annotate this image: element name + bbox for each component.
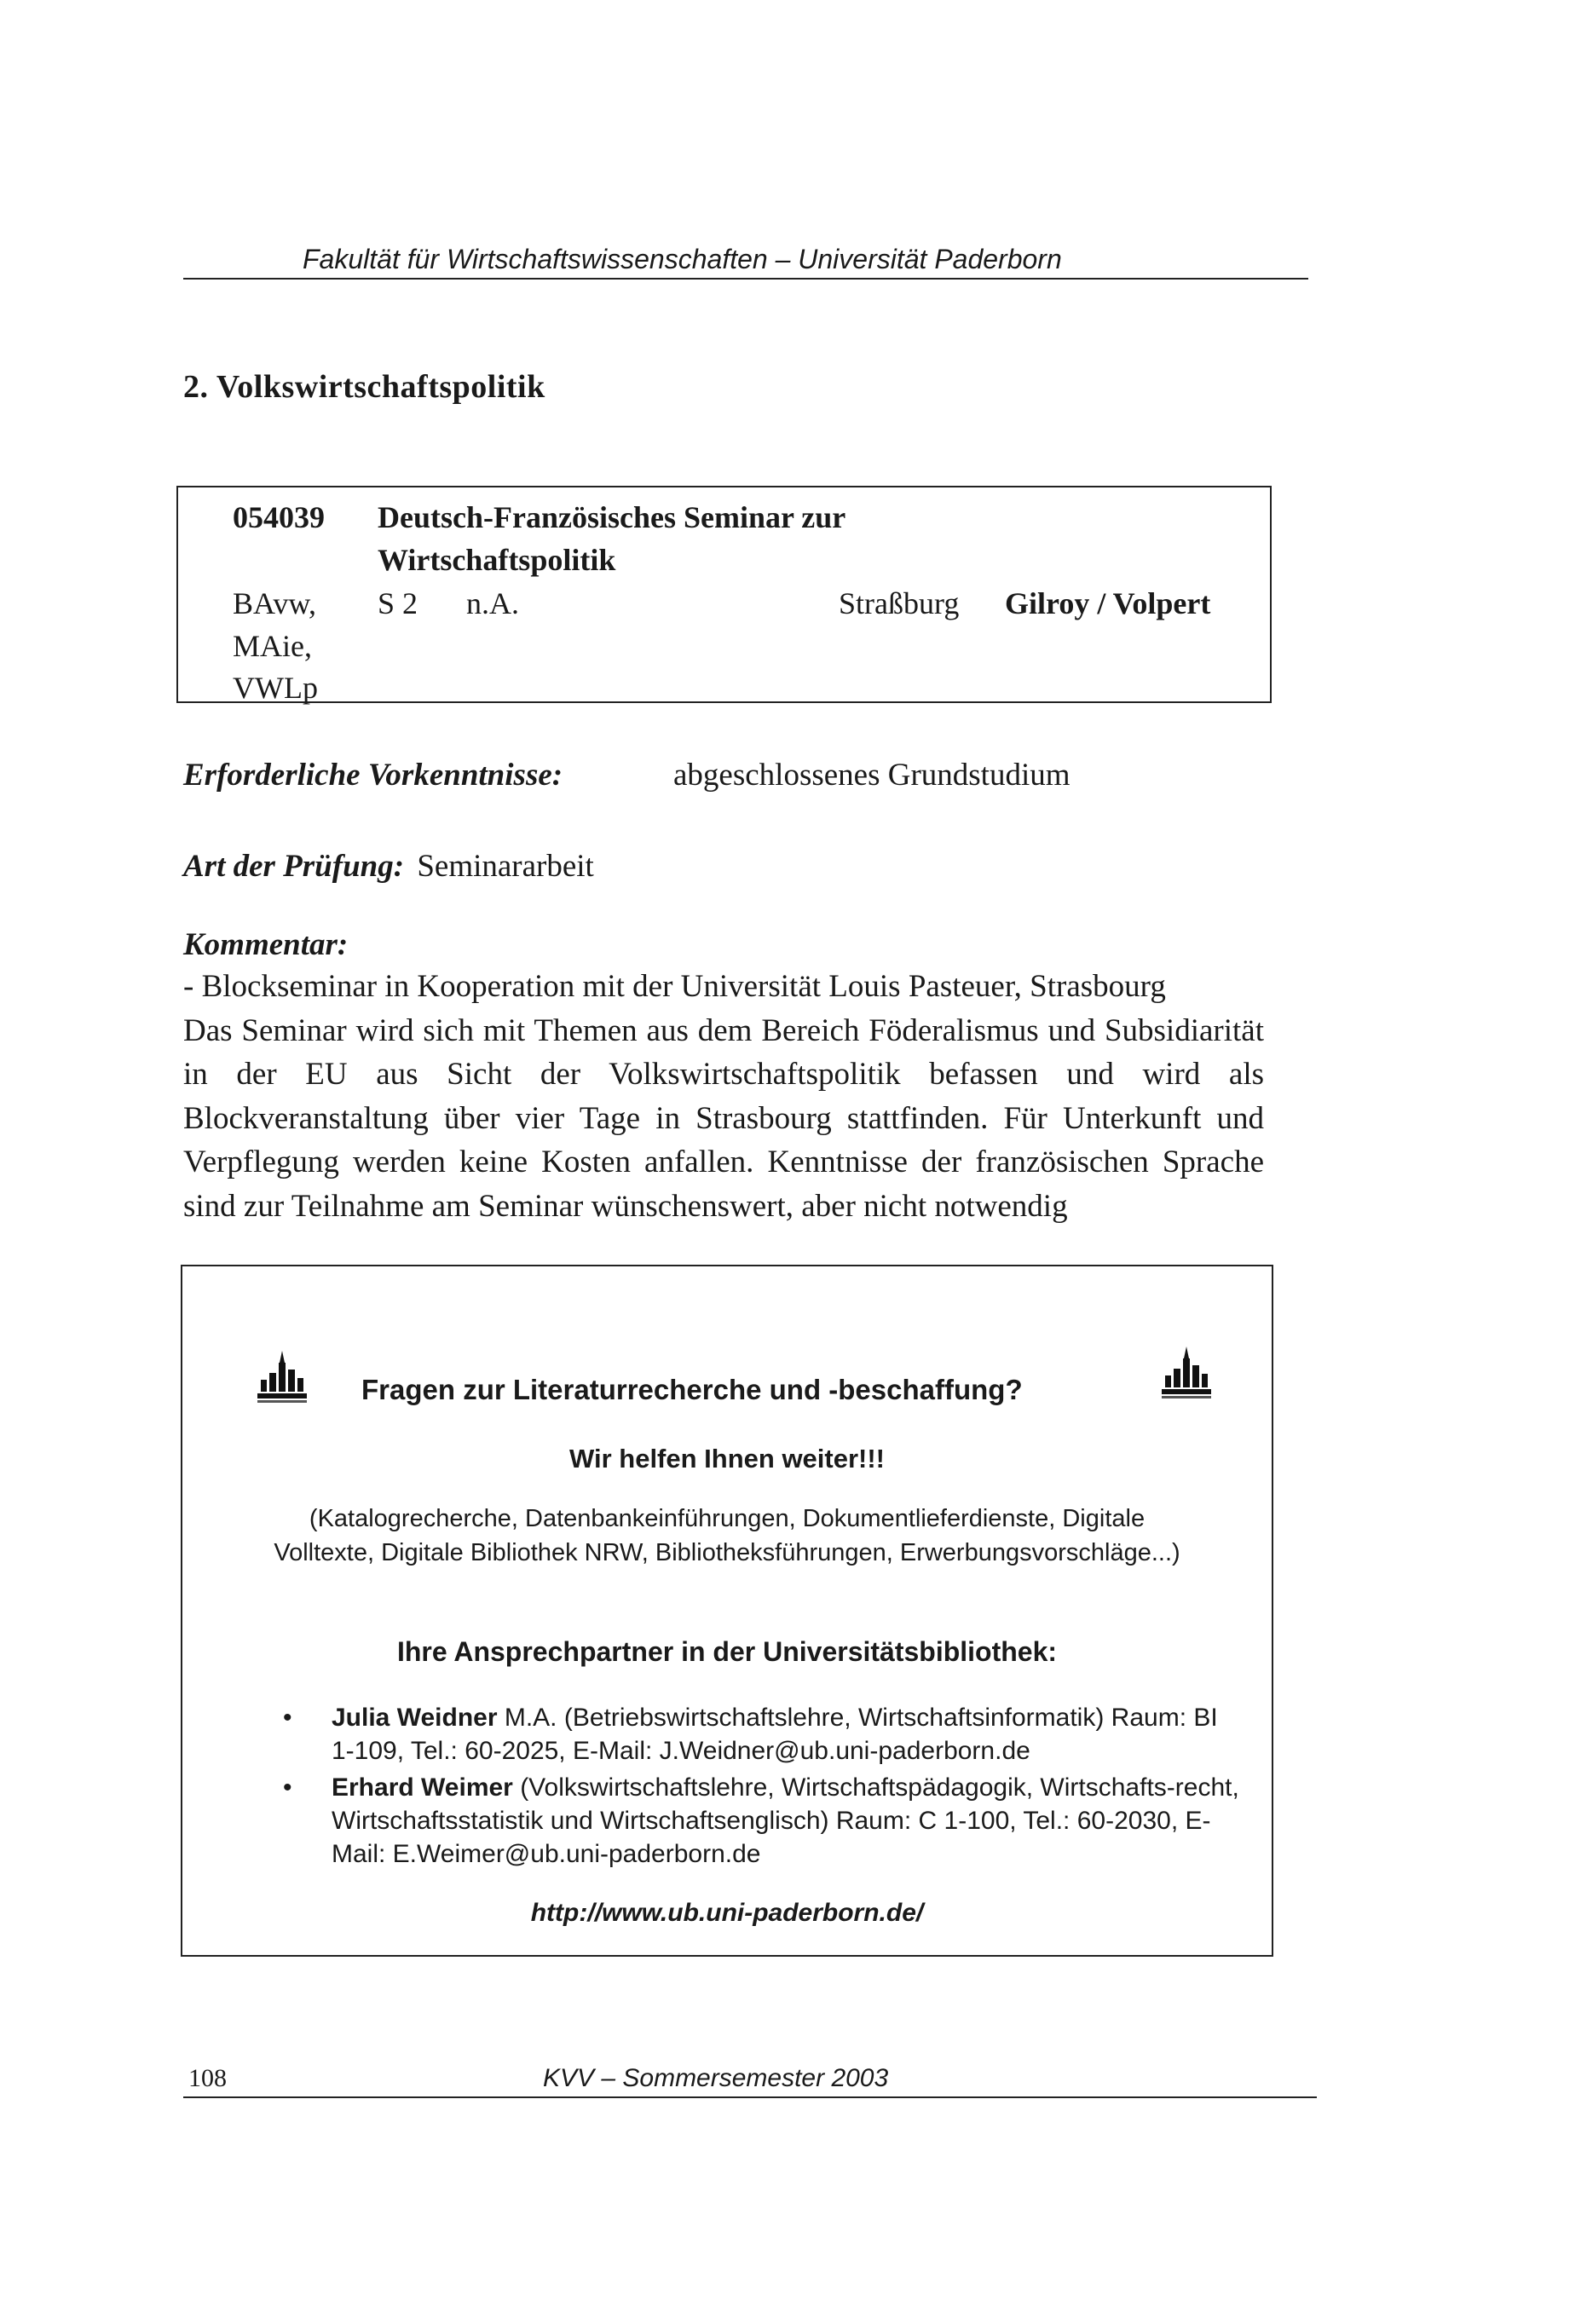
- course-location: Straßburg: [839, 586, 960, 620]
- comment-body: [183, 965, 1264, 1228]
- contact-details: (Volkswirtschaftslehre, Wirtschaftspädagogik, Wirtschafts-recht, Wirtschaftsstatistik und Wirtschaftsenglisch) Raum: C 1-100, Tel.: 60-2030, E-Mail: E.Weimer@ub.uni-paderborn.de: [332, 1773, 1239, 1868]
- bullet-icon: •: [283, 1773, 292, 1802]
- course-program: BAvw,: [233, 586, 316, 620]
- course-box: [176, 486, 1272, 703]
- prerequisites-row: [183, 757, 563, 793]
- library-box: [181, 1265, 1273, 1957]
- comment-lead: - Blockseminar in Kooperation mit der Universität Louis Pasteuer, Strasbourg: [183, 969, 1166, 1004]
- bullet-icon: •: [283, 1704, 292, 1732]
- course-time: n.A.: [466, 586, 519, 620]
- course-program: MAie,: [233, 629, 312, 663]
- contact-name: Julia Weidner: [332, 1704, 498, 1732]
- running-head-text: Fakultät für Wirtschaftswissenschaften – Universität Paderborn: [303, 244, 1062, 274]
- library-url-link[interactable]: http://www.ub.uni-paderborn.de/: [530, 1899, 924, 1927]
- course-program: VWLp: [233, 671, 318, 705]
- comment-text: Das Seminar wird sich mit Themen aus dem Bereich Föderalismus und Subsidiarität in der EU aus Sicht der Volkswirtschaftspolitik befassen und wird als Blockveranstaltung über vier Tage in Strasbourg stattfinden. Für Unterkunft und Verpflegung werden keine Kosten anfallen. Kenntnisse der französischen Sprache sind zur Teilnahme am Seminar wünschenswert, aber nicht notwendig: [183, 1012, 1264, 1224]
- footer-title: KVV – Sommersemester 2003: [543, 2064, 889, 2092]
- course-lecturers: Gilroy / Volpert: [1005, 586, 1211, 620]
- course-type-hours: S 2: [378, 586, 418, 620]
- library-heading: Fragen zur Literaturrecherche und -beschaffung?: [361, 1374, 1023, 1405]
- contacts-list: [274, 1701, 1246, 1874]
- contacts-heading: Ihre Ansprechpartner in der Universitätsbibliothek:: [396, 1636, 1058, 1667]
- prerequisites-value: abgeschlossenes Grundstudium: [673, 758, 1071, 793]
- library-logo-icon: [1158, 1343, 1215, 1404]
- page-footer: [183, 2064, 1317, 2098]
- prerequisites-label: Erforderliche Vorkenntnisse:: [183, 758, 563, 793]
- comment-label: Kommentar:: [183, 927, 349, 962]
- exam-label: Art der Prüfung:: [183, 849, 405, 884]
- contact-item: [274, 1771, 1246, 1871]
- exam-row: [183, 848, 594, 885]
- course-title-line1: Deutsch-Französisches Seminar zur: [378, 500, 846, 534]
- running-head: [183, 244, 1308, 280]
- page-number: 108: [188, 2064, 227, 2092]
- contact-item: [274, 1701, 1246, 1768]
- library-services-line2: Volltexte, Digitale Bibliothek NRW, Bibliotheksführungen, Erwerbungsvorschläge...): [274, 1539, 1180, 1566]
- exam-value: Seminararbeit: [417, 849, 594, 884]
- course-title-line2: Wirtschaftspolitik: [378, 543, 616, 577]
- section-title: 2. Volkswirtschaftspolitik: [183, 369, 545, 405]
- library-logo-icon: [254, 1347, 310, 1409]
- course-number: 054039: [233, 500, 325, 534]
- contact-details: M.A. (Betriebswirtschaftslehre, Wirtschaftsinformatik) Raum: BI 1-109, Tel.: 60-2025, E-Mail: J.Weidner@ub.uni-paderborn.de: [332, 1704, 1218, 1765]
- library-services-line1: (Katalogrecherche, Datenbankeinführungen, Dokumentlieferdienste, Digitale: [309, 1505, 1146, 1532]
- library-subheading: Wir helfen Ihnen weiter!!!: [568, 1444, 886, 1473]
- contact-name: Erhard Weimer: [332, 1773, 513, 1802]
